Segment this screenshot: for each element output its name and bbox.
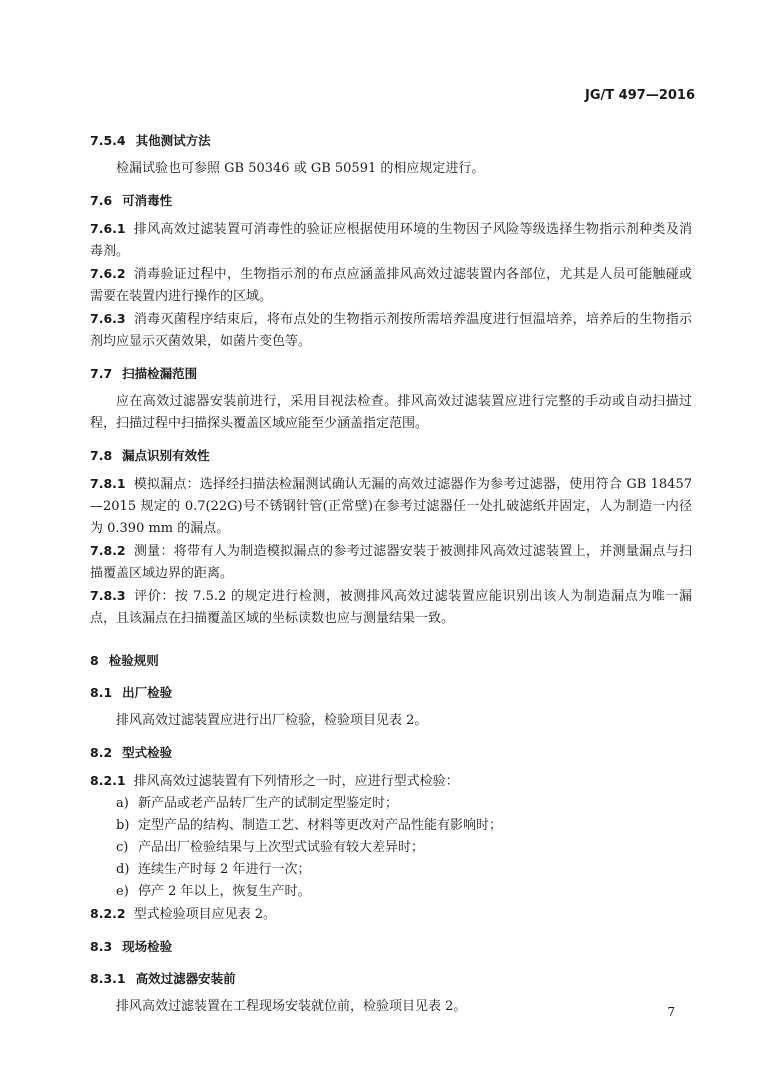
clause-number: 8.2.1 [90,773,126,788]
clause-number: 8.2.2 [90,906,126,921]
section-title: 其他测试方法 [135,133,211,148]
clause-text: 排风高效过滤装置有下列情形之一时，应进行型式检验： [133,774,459,789]
section-number: 7.7 [90,366,113,381]
clause-8-2-1 [90,770,692,793]
section-title: 出厂检验 [122,685,173,700]
clause-number: 7.8.2 [90,543,126,558]
list-label: a) [116,796,129,811]
list-item-c [116,837,692,859]
list-item-d [116,859,692,881]
clause-text: 消毒灭菌程序结束后，将布点处的生物指示剂按所需培养温度进行恒温培养，培养后的生物指示剂均应显示灭菌效果，如菌片变色等。 [90,312,692,349]
section-number: 8.2 [90,745,113,760]
clause-7-8-1 [90,473,692,540]
paragraph-7-5-4: 检漏试验也可参照 GB 50346 或 GB 50591 的相应规定进行。 [116,161,485,176]
section-title: 型式检验 [122,745,173,760]
list-label: e) [116,884,129,899]
clause-text: 排风高效过滤装置可消毒性的验证应根据使用环境的生物因子风险等级选择生物指示剂种类及消毒剂。 [90,222,692,259]
heading-8-3 [90,936,692,958]
paragraph-7-7: 应在高效过滤器安装前进行，采用目视法检查。排风高效过滤装置应进行完整的手动或自动扫描过程，扫描过程中扫描探头覆盖区域应能至少涵盖指定范围。 [90,394,692,431]
standard-code: JG/T 497—2016 [585,88,695,103]
clause-number: 7.6.2 [90,266,126,281]
clause-text: 评价：按 7.5.2 的规定进行检测，被测排风高效过滤装置应能识别出该人为制造漏点为唯一漏点，且该漏点在扫描覆盖区域的坐标读数也应与测量结果一致。 [90,589,692,626]
list-label: d) [116,862,130,877]
section-number: 8.1 [90,685,113,700]
clause-text: 测量：将带有人为制造模拟漏点的参考过滤器安装于被测排风高效过滤装置上，并测量漏点与扫描覆盖区域边界的距离。 [90,544,692,581]
clause-text: 消毒验证过程中，生物指示剂的布点应涵盖排风高效过滤装置内各部位，尤其是人员可能触碰或需要在装置内进行操作的区域。 [90,267,692,304]
heading-8-2 [90,742,692,764]
list-label: b) [116,818,130,833]
heading-8-1 [90,682,692,704]
list-item-b [116,815,692,837]
section-title: 漏点识别有效性 [122,448,210,463]
clause-7-6-3 [90,308,692,353]
list-text: 定型产品的结构、制造工艺、材料等更改对产品性能有影响时； [138,818,503,833]
list-text: 产品出厂检验结果与上次型式试验有较大差异时； [138,840,425,855]
list-item-e [116,881,692,903]
section-title: 现场检验 [122,939,173,954]
clause-text: 模拟漏点：选择经扫描法检漏测试确认无漏的高效过滤器作为参考过滤器，使用符合 GB 18457—2015 规定的 0.7(22G)号不锈钢针管(正常壁)在参考过滤器任一处扎破滤纸并固定，人为制造一内径为 0.390 mm 的漏点。 [90,477,692,536]
document-body [90,130,692,1018]
list-text: 新产品或老产品转厂生产的试制定型鉴定时； [138,796,399,811]
section-number: 7.6 [90,193,113,208]
list-text: 连续生产时每 2 年进行一次； [138,862,311,877]
page-number: 7 [667,1005,675,1019]
section-number: 7.5.4 [90,133,126,148]
clause-number: 7.8.1 [90,476,126,491]
clause-7-6-1 [90,218,692,263]
heading-7-7 [90,363,692,385]
clause-8-2-2 [90,903,692,926]
section-title: 可消毒性 [122,193,173,208]
clause-7-6-2 [90,263,692,308]
clause-7-8-2 [90,540,692,585]
heading-7-8 [90,445,692,467]
list-label: c) [116,840,129,855]
paragraph-8-1: 排风高效过滤装置应进行出厂检验，检验项目见表 2。 [116,713,428,728]
list-text: 停产 2 年以上，恢复生产时。 [138,884,311,899]
heading-7-6 [90,190,692,212]
section-number: 8.3.1 [90,971,126,986]
paragraph-8-3-1: 排风高效过滤装置在工程现场安装就位前，检验项目见表 2。 [116,999,467,1014]
clause-number: 7.8.3 [90,588,126,603]
section-title: 高效过滤器安装前 [135,971,236,986]
list-item-a [116,793,692,815]
heading-8-3-1 [90,968,692,990]
clause-number: 7.6.3 [90,311,126,326]
clause-text: 型式检验项目应见表 2。 [133,907,276,922]
section-number: 8.3 [90,939,113,954]
clause-number: 7.6.1 [90,221,126,236]
section-title: 扫描检漏范围 [122,366,198,381]
clause-7-8-3 [90,585,692,630]
heading-8 [90,650,692,672]
chapter-title: 检验规则 [108,653,159,668]
chapter-number: 8 [90,653,99,668]
heading-7-5-4 [90,130,692,152]
section-number: 7.8 [90,448,113,463]
